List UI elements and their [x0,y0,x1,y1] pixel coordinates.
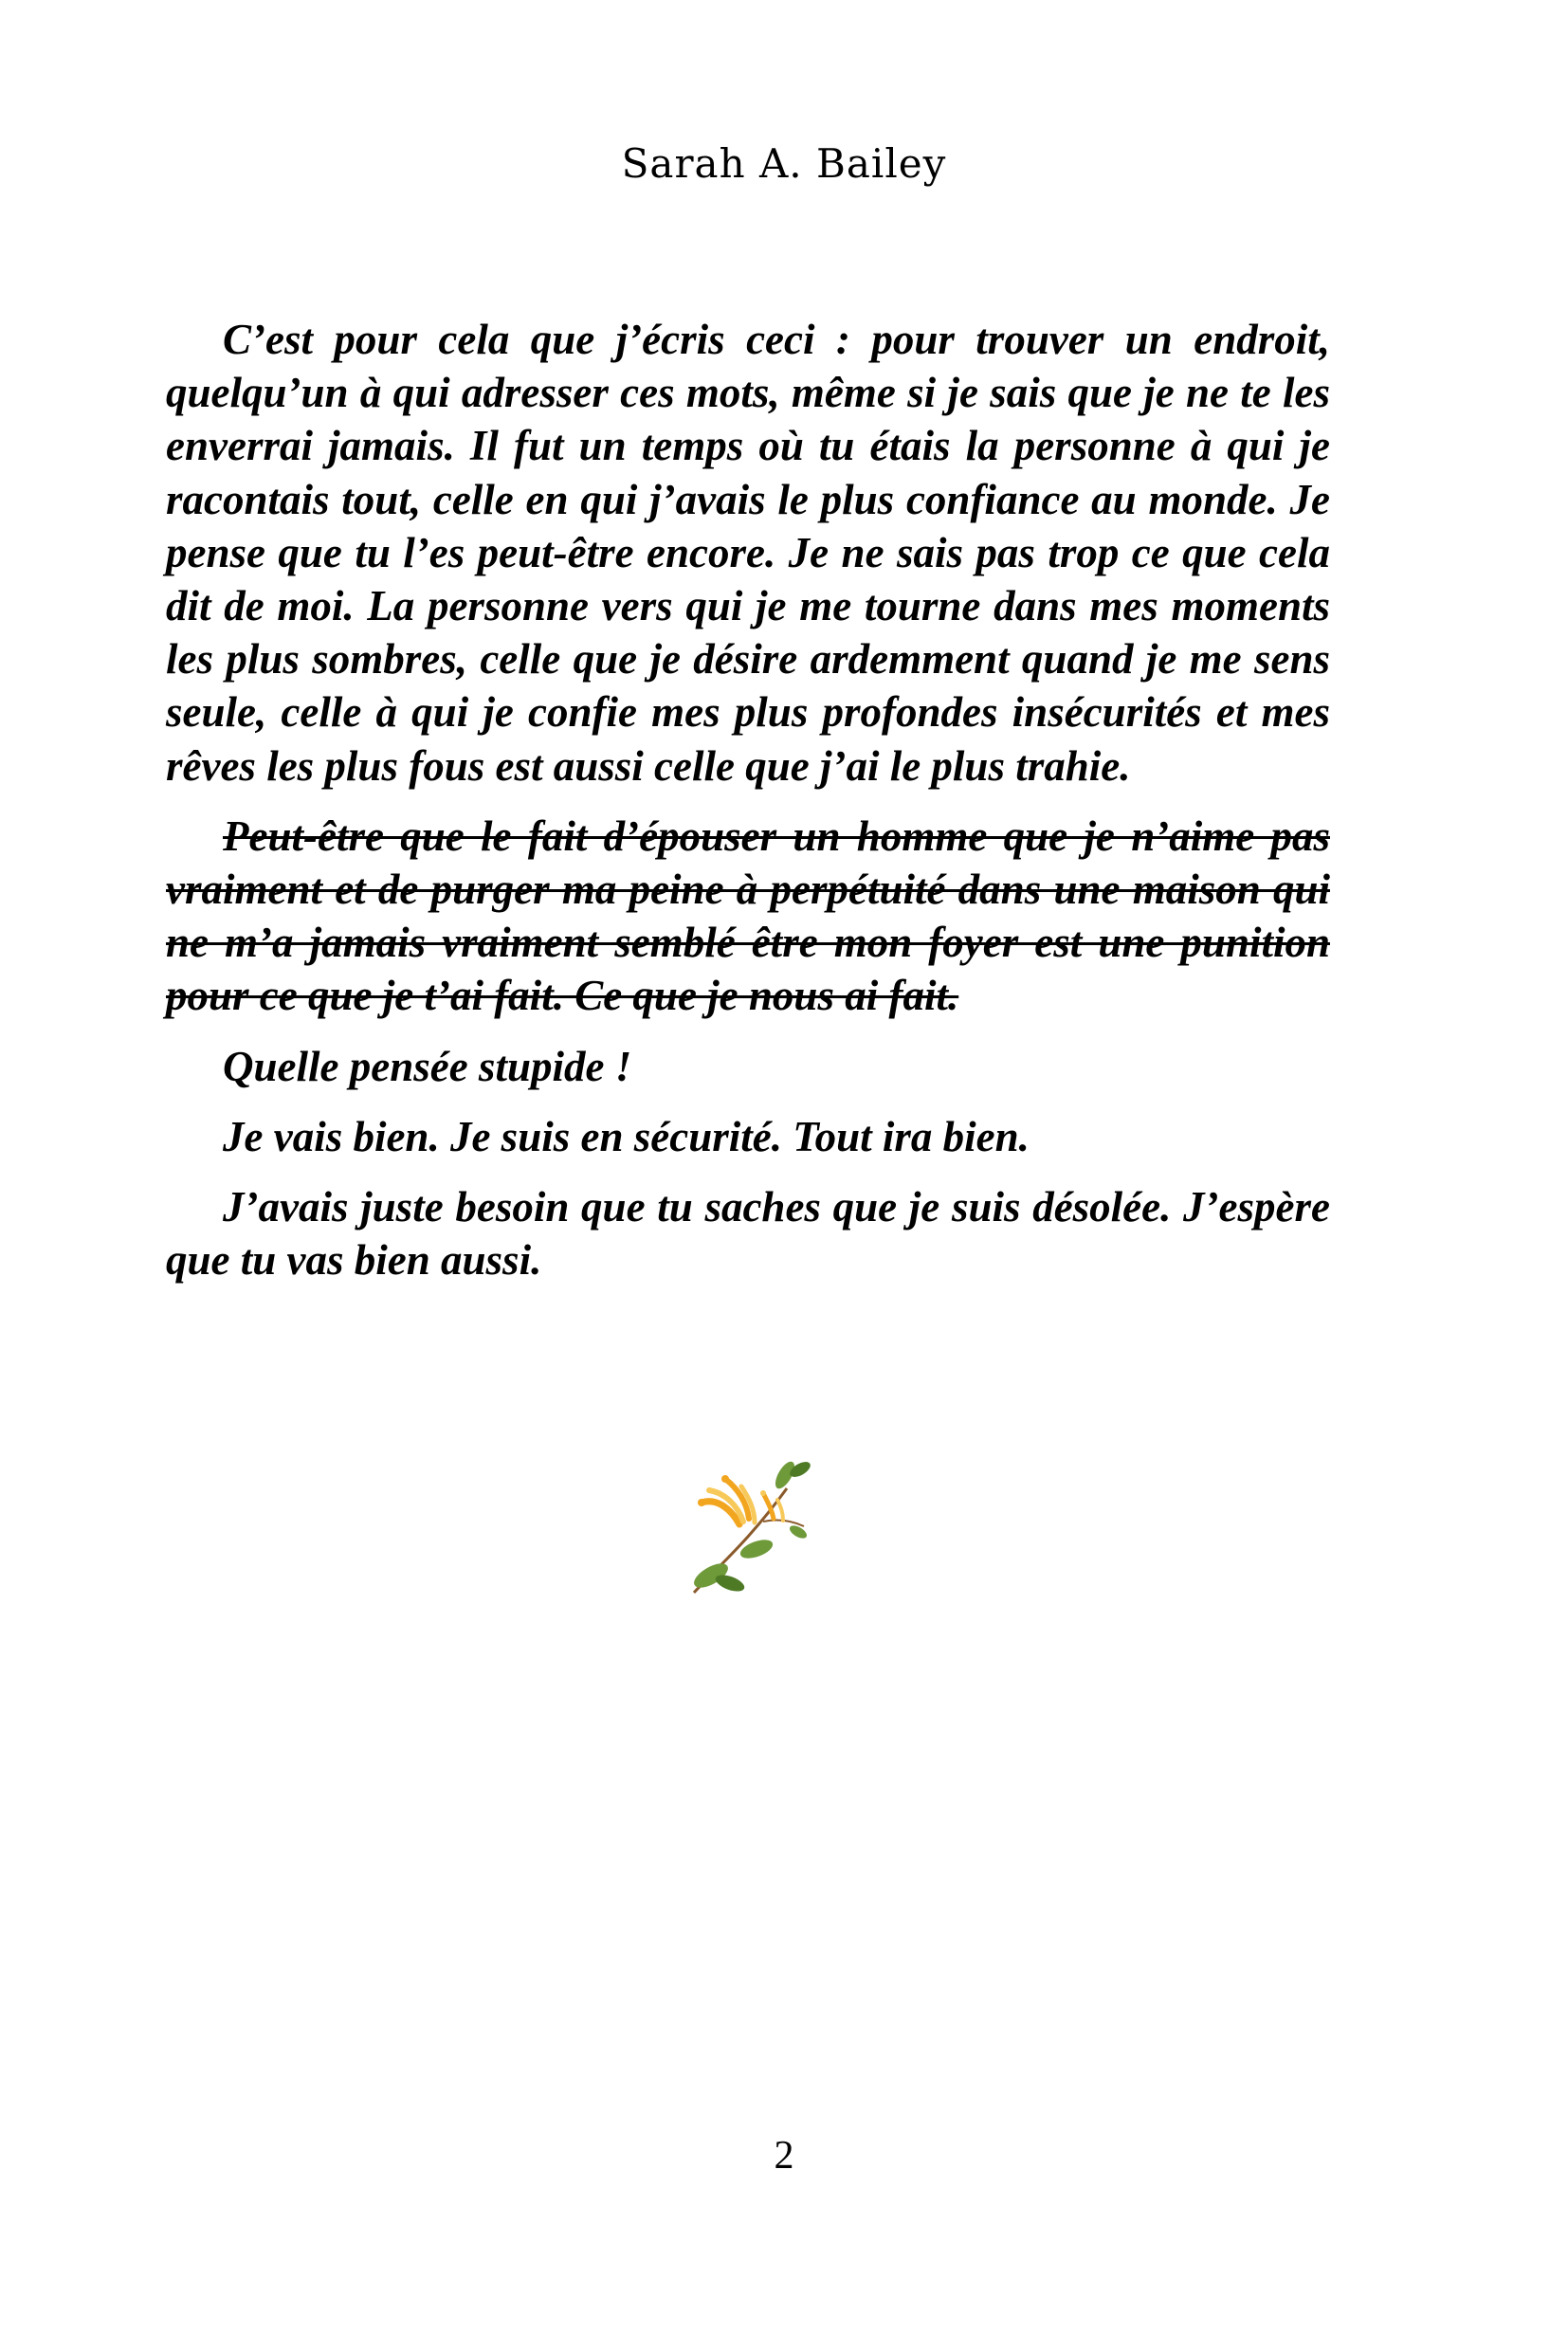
ornament-bud [698,1499,705,1506]
running-header-author: Sarah A. Bailey [621,140,947,187]
ornament-bud [760,1490,766,1496]
paragraph-4: Je vais bien. Je suis en sécurité. Tout ira bien. [223,1112,1030,1160]
ornament-bud [721,1475,729,1483]
paragraph-2-struck-through: Peut-être que le fait d’épouser un homme que je n’aime pas vraiment et de purger ma peine à perpétuité dans une maison qui ne m’a jamais vraiment semblé être mon foyer est une punition pour ce que je t’ai fait. Ce que je nous ai fait. [166,811,1330,1020]
ornament-petal [777,1500,783,1521]
paragraph-1: C’est pour cela que j’écris ceci : pour trouver un endroit, quelqu’un à qui adresser ces mots, même si je sais que je ne te les enverrai jamais. Il fut un temps où tu étais la personne à qui je racontais tout, celle en qui j’avais le plus confiance au monde. Je pense que tu l’es peut-être encore. Je ne sais pas trop ce que cela dit de moi. La personne vers qui je me tourne dans mes moments les plus sombres, celle que je désire ardemment quand je me sens seule, celle à qui je confie mes plus profondes insécurités et mes rêves les plus fous est aussi celle que j’ai le plus trahie. [166,316,1330,790]
honeysuckle-sprig-icon [673,1450,815,1602]
paragraph-5: J’avais juste besoin que tu saches que je suis désolée. J’espère que tu vas bien aussi. [166,1183,1330,1285]
letter-body [166,313,1330,1304]
ornament-leaf [788,1523,809,1541]
paragraph-3: Quelle pensée stupide ! [223,1042,632,1090]
page-number: 2 [774,2134,794,2178]
